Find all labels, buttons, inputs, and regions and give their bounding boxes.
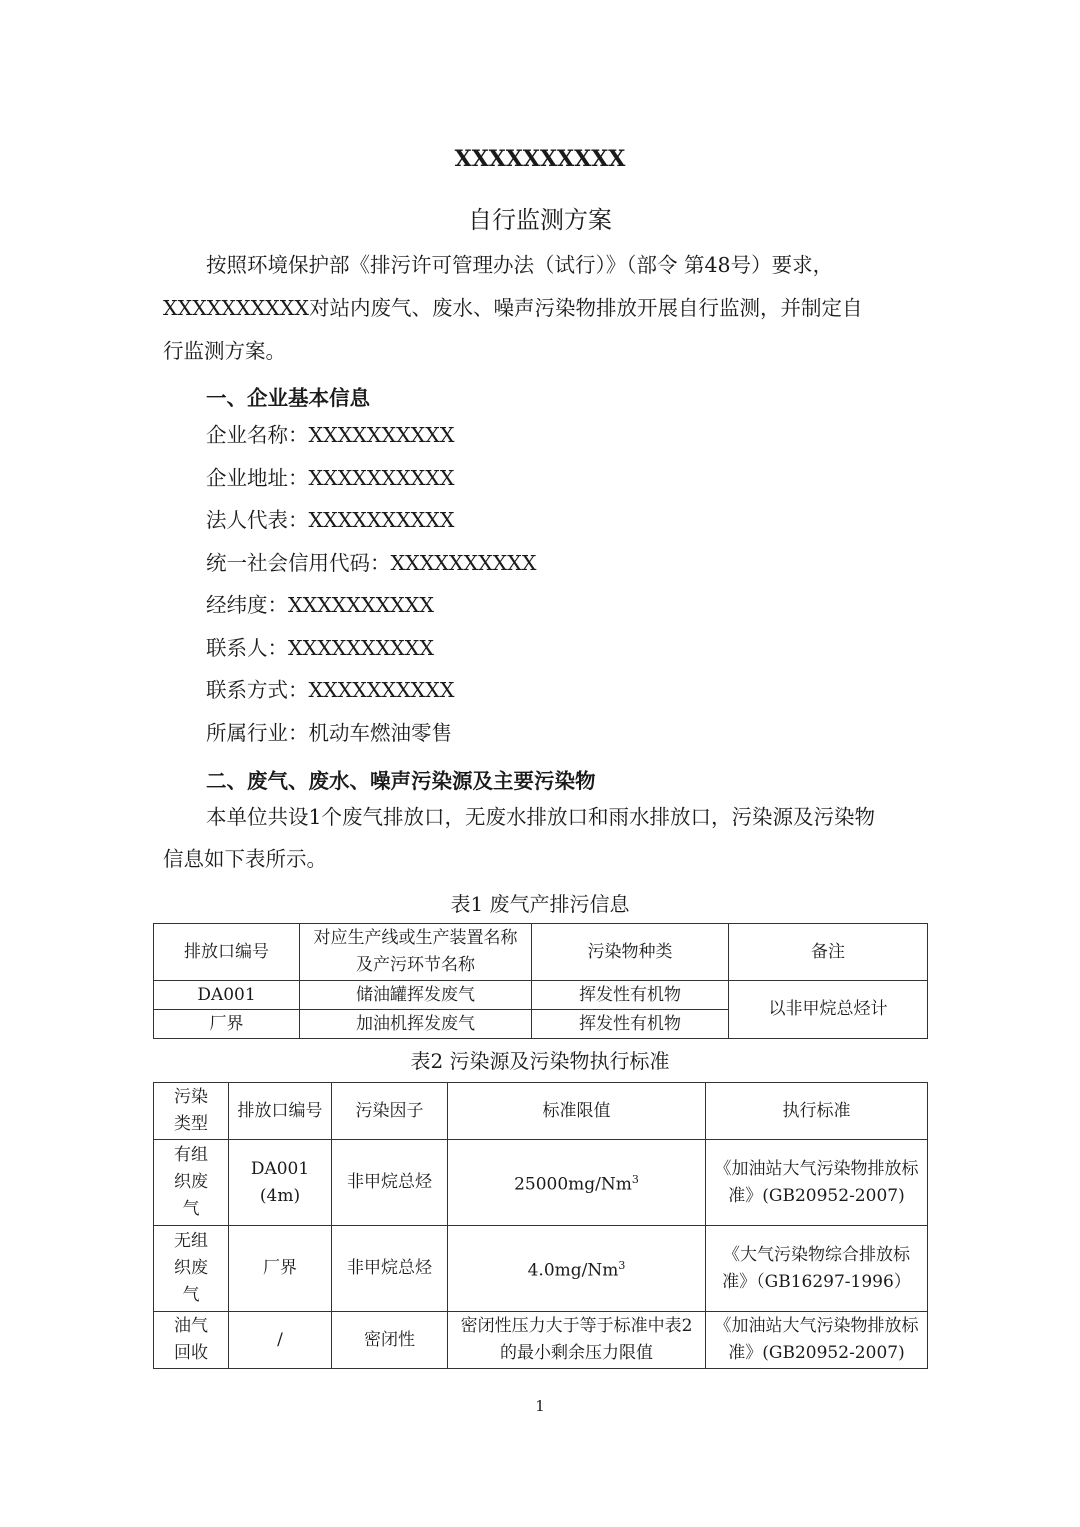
table-cell: 厂界 [229,1226,332,1312]
info-field-coordinates: 经纬度：XXXXXXXXXX [206,593,434,617]
info-field-company-name: 企业名称：XXXXXXXXXX [206,423,455,447]
table-cell: 《加油站大气污染物排放标准》(GB20952-2007) [706,1312,928,1369]
table-header-row [154,924,928,981]
section1-heading: 一、企业基本信息 [206,386,370,410]
table-header-cell: 标准限值 [448,1083,706,1140]
table-cell: 《大气污染物综合排放标准》（GB16297-1996） [706,1226,928,1312]
table-row [154,1226,928,1312]
intro-line-2: XXXXXXXXXX对站内废气、废水、噪声污染物排放开展自行监测，并制定自 [163,296,863,320]
table-cell: 《加油站大气污染物排放标准》(GB20952-2007) [706,1140,928,1226]
table2-standards [153,1082,928,1369]
table-header-cell: 污染因子 [332,1083,448,1140]
page-number: 1 [535,1397,545,1415]
table-cell-remark: 以非甲烷总烃计 [729,981,928,1039]
table-cell: DA001 [154,981,300,1010]
table-cell: 4.0mg/Nm$^3$ [448,1226,706,1312]
table-cell: 密闭性 [332,1312,448,1369]
table1-caption: 表1 废气产排污信息 [450,892,630,916]
table-header-cell: 排放口编号 [154,924,300,981]
table-cell: 非甲烷总烃 [332,1140,448,1226]
table-header-cell: 执行标准 [706,1083,928,1140]
table-cell: 油气回收 [154,1312,229,1369]
document-title: 自行监测方案 [468,206,612,234]
table-header-cell: 污染类型 [154,1083,229,1140]
intro-line-1: 按照环境保护部《排污许可管理办法（试行）》（部令 第48号）要求， [206,253,834,277]
table-header-cell: 对应生产线或生产装置名称及产污环节名称 [300,924,532,981]
table-cell: 25000mg/Nm$^3$ [448,1140,706,1226]
table-header-cell: 备注 [729,924,928,981]
table-cell: 储油罐挥发废气 [300,981,532,1010]
table-cell: DA001 (4m) [229,1140,332,1226]
table-cell: / [229,1312,332,1369]
company-title: XXXXXXXXXX [454,146,626,172]
info-field-credit-code: 统一社会信用代码：XXXXXXXXXX [206,551,537,575]
table-cell: 非甲烷总烃 [332,1226,448,1312]
table-header-row [154,1083,928,1140]
table2-caption: 表2 污染源及污染物执行标准 [410,1049,670,1073]
info-field-legal-rep: 法人代表：XXXXXXXXXX [206,508,455,532]
info-field-contact-person: 联系人：XXXXXXXXXX [206,636,434,660]
table1-emissions-info [153,923,928,1039]
table-cell: 挥发性有机物 [532,1010,729,1039]
section2-para-line-1: 本单位共设1个废气排放口，无废水排放口和雨水排放口，污染源及污染物 [206,805,876,829]
table-cell: 无组织废气 [154,1226,229,1312]
info-field-contact-method: 联系方式：XXXXXXXXXX [206,678,455,702]
table-cell: 加油机挥发废气 [300,1010,532,1039]
table-cell: 厂界 [154,1010,300,1039]
section2-para-line-2: 信息如下表所示。 [163,847,327,871]
table-cell: 密闭性压力大于等于标准中表2的最小剩余压力限值 [448,1312,706,1369]
table-header-cell: 排放口编号 [229,1083,332,1140]
intro-line-3: 行监测方案。 [163,339,286,363]
section2-heading: 二、废气、废水、噪声污染源及主要污染物 [206,769,596,793]
table-cell: 挥发性有机物 [532,981,729,1010]
table-row [154,981,928,1010]
table-row [154,1312,928,1369]
info-field-company-address: 企业地址：XXXXXXXXXX [206,466,455,490]
info-field-industry: 所属行业：机动车燃油零售 [206,721,452,745]
table-row [154,1140,928,1226]
table-header-cell: 污染物种类 [532,924,729,981]
table-cell: 有组织废气 [154,1140,229,1226]
